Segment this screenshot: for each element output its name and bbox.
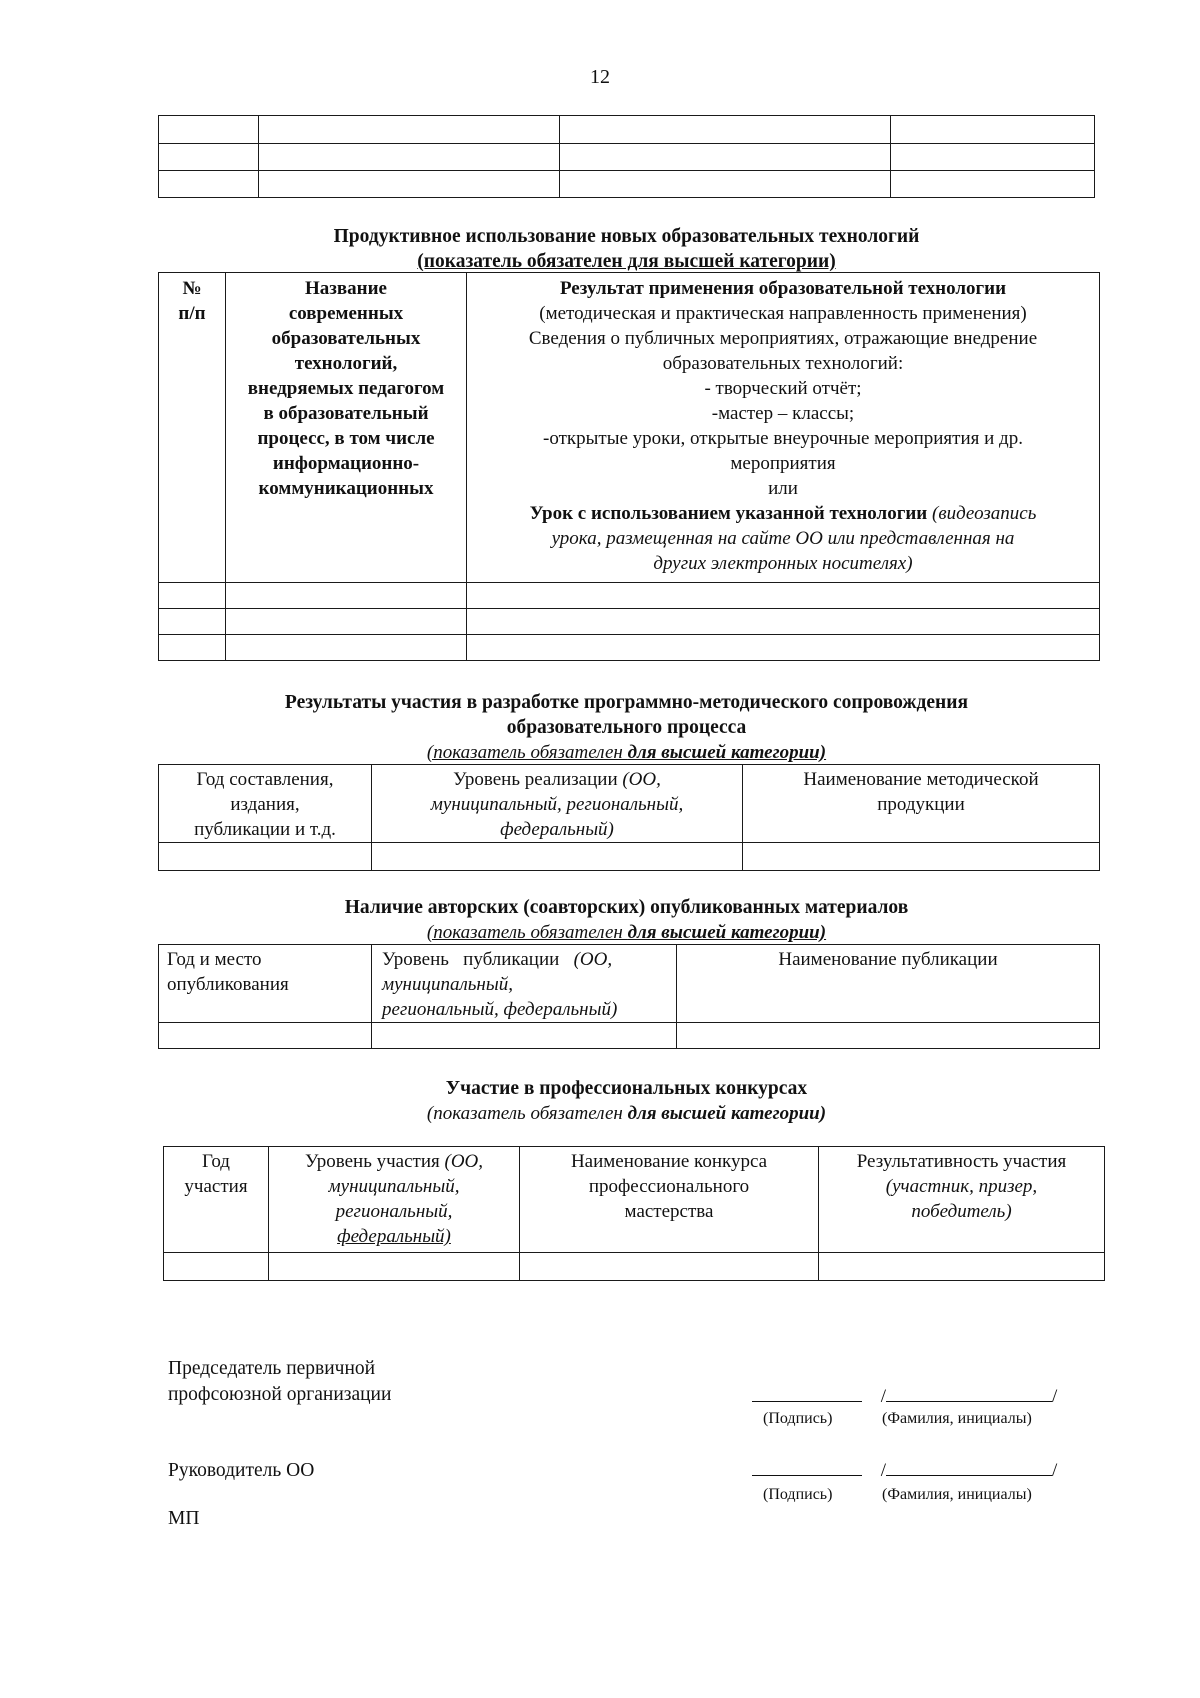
head-signature-lines <box>752 1460 1057 1482</box>
table-cell <box>269 1253 520 1281</box>
table-cell <box>259 171 560 198</box>
header-line: опубликования <box>167 974 289 995</box>
head-sign-caption: (Подпись) <box>763 1486 833 1503</box>
table-cell <box>259 116 560 144</box>
header-result-title: Результат применения образовательной технологии <box>559 278 1007 299</box>
lesson-italic-text: (видеозапись <box>927 503 1037 524</box>
header-line: Наименование конкурса <box>570 1151 768 1172</box>
signature-line <box>752 1401 862 1402</box>
header-line: -мастер – классы; <box>711 403 855 424</box>
section1-title: Продуктивное использование новых образовательных технологий <box>333 226 920 247</box>
table-cell <box>677 1023 1100 1049</box>
header-line: Год <box>202 1151 230 1172</box>
name-line <box>886 1401 1052 1402</box>
publications-table <box>158 944 1100 1049</box>
header-pub-level <box>372 945 677 1023</box>
header-product <box>743 765 1100 843</box>
section3-note <box>158 922 1095 944</box>
header-line: продукции <box>877 794 965 815</box>
note-text: (показатель обязателен <box>426 1103 628 1124</box>
header-result <box>467 273 1100 583</box>
header-line: публикации и т.д. <box>194 819 336 840</box>
table-cell <box>891 116 1095 144</box>
header-number <box>159 273 226 583</box>
header-line: образовательных <box>271 328 421 349</box>
technologies-table <box>158 272 1100 661</box>
header-line: победитель) <box>911 1201 1012 1222</box>
header-line-italic: (ОО, <box>444 1151 484 1172</box>
table-cell <box>159 635 226 661</box>
table-cell <box>159 171 259 198</box>
header-line-italic: (ОО, <box>573 949 613 970</box>
header-line: процесс, в том числе <box>257 428 435 449</box>
note-text-bold: для высшей категории) <box>627 922 827 943</box>
table-cell <box>159 144 259 171</box>
methodical-table <box>158 764 1100 871</box>
header-line: Сведения о публичных мероприятиях, отражающие внедрение <box>528 328 1038 349</box>
header-line: Название <box>304 278 387 299</box>
table-cell <box>226 635 467 661</box>
section1-note <box>158 251 1095 273</box>
header-contest-year <box>164 1147 269 1253</box>
name-line <box>886 1475 1052 1476</box>
section2-title-2: образовательного процесса <box>506 717 747 738</box>
header-line: (методическая и практическая направленность применения) <box>539 303 1027 324</box>
header-line: коммуникационных <box>258 478 434 499</box>
table-cell <box>560 116 891 144</box>
section2-title: Результаты участия в разработке программно-методического сопровождения <box>284 692 969 713</box>
header-line: образовательных технологий: <box>662 353 904 374</box>
header-line: Результативность участия <box>856 1151 1067 1172</box>
header-line: современных <box>288 303 404 324</box>
header-pub-name <box>677 945 1100 1023</box>
table-cell <box>467 583 1100 609</box>
continuation-table <box>158 115 1095 198</box>
header-line: участия <box>184 1176 248 1197</box>
table-cell <box>891 171 1095 198</box>
header-line: региональный, <box>335 1201 453 1222</box>
table-cell <box>159 116 259 144</box>
header-line: Наименование публикации <box>778 949 998 970</box>
header-number-line: № <box>182 278 202 299</box>
section1-note-text: (показатель обязателен для высшей категории) <box>417 251 836 272</box>
header-line: урока, размещенная на сайте ОО или представленная на <box>551 528 1015 549</box>
header-line: Уровень публикации <box>382 949 574 970</box>
table-cell <box>743 843 1100 871</box>
header-line-italic: (ОО, <box>622 769 661 790</box>
header-level <box>372 765 743 843</box>
table-cell <box>560 171 891 198</box>
header-line: муниципальный, региональный, <box>430 794 684 815</box>
header-line: других электронных носителях) <box>653 553 913 574</box>
slash: / <box>1052 1386 1058 1407</box>
section3-title: Наличие авторских (соавторских) опубликованных материалов <box>344 897 909 918</box>
slash: / <box>880 1460 887 1481</box>
contests-table <box>163 1146 1105 1281</box>
header-line: -открытые уроки, открытые внеурочные мероприятия и др. <box>543 428 1023 449</box>
table-cell <box>520 1253 819 1281</box>
table-cell <box>159 1023 372 1049</box>
header-contest-result <box>819 1147 1105 1253</box>
header-line: (участник, призер, <box>885 1176 1038 1197</box>
note-text: (показатель обязателен <box>426 922 628 943</box>
table-cell <box>159 609 226 635</box>
lesson-bold-text: Урок с использованием указанной технологии <box>529 503 928 524</box>
header-lesson-line <box>467 501 1099 526</box>
header-line: Уровень участия <box>304 1151 445 1172</box>
table-cell <box>467 609 1100 635</box>
table-cell <box>259 144 560 171</box>
header-line: внедряемых педагогом <box>247 378 445 399</box>
header-number-line: п/п <box>178 303 206 324</box>
page-number: 12 <box>590 66 610 88</box>
header-line: издания, <box>230 794 300 815</box>
note-text-bold: для высшей категории) <box>627 742 827 763</box>
header-line: или <box>768 478 798 499</box>
chair-label-line: Председатель первичной <box>168 1358 376 1379</box>
header-line: в образовательный <box>263 403 429 424</box>
table-cell <box>891 144 1095 171</box>
header-line: муниципальный, <box>328 1176 460 1197</box>
table-cell <box>467 635 1100 661</box>
table-cell <box>372 1023 677 1049</box>
table-cell <box>226 583 467 609</box>
table-cell <box>560 144 891 171</box>
table-cell <box>159 583 226 609</box>
table-cell <box>372 843 743 871</box>
header-contest-level <box>269 1147 520 1253</box>
chair-label <box>168 1356 391 1408</box>
chair-name-caption: (Фамилия, инициалы) <box>882 1410 1032 1427</box>
header-contest-name <box>520 1147 819 1253</box>
header-line: информационно- <box>272 453 420 474</box>
header-year <box>159 765 372 843</box>
header-year-place <box>159 945 372 1023</box>
table-cell <box>164 1253 269 1281</box>
signature-line <box>752 1475 862 1476</box>
header-line: профессионального <box>588 1176 750 1197</box>
slash: / <box>1052 1460 1058 1481</box>
chair-sign-caption: (Подпись) <box>763 1410 833 1427</box>
chair-signature-lines <box>752 1386 1057 1408</box>
header-line: технологий, <box>294 353 398 374</box>
header-line: Год составления, <box>196 769 334 790</box>
table-cell <box>819 1253 1105 1281</box>
slash: / <box>880 1386 887 1407</box>
table-cell <box>159 843 372 871</box>
note-text-bold: для высшей категории) <box>627 1103 827 1124</box>
stamp-label: МП <box>168 1508 200 1529</box>
header-line: Уровень реализации <box>453 769 623 790</box>
section4-note <box>158 1103 1095 1125</box>
section4-title: Участие в профессиональных конкурсах <box>445 1078 808 1099</box>
head-label: Руководитель ОО <box>168 1460 315 1481</box>
header-line: Год и место <box>167 949 262 970</box>
chair-label-line: профсоюзной организации <box>168 1384 392 1405</box>
section2-note <box>158 742 1095 764</box>
header-line: региональный, федеральный) <box>382 999 618 1020</box>
header-tech-name <box>226 273 467 583</box>
header-line: муниципальный, <box>382 974 513 995</box>
note-text: (показатель обязателен <box>426 742 628 763</box>
header-line: - творческий отчёт; <box>704 378 862 399</box>
header-line: федеральный) <box>500 819 614 840</box>
header-line: мастерства <box>624 1201 714 1222</box>
header-line: мероприятия <box>730 453 836 474</box>
header-line: Наименование методической <box>803 769 1039 790</box>
header-line: федеральный) <box>337 1226 451 1247</box>
table-cell <box>226 609 467 635</box>
head-name-caption: (Фамилия, инициалы) <box>882 1486 1032 1503</box>
